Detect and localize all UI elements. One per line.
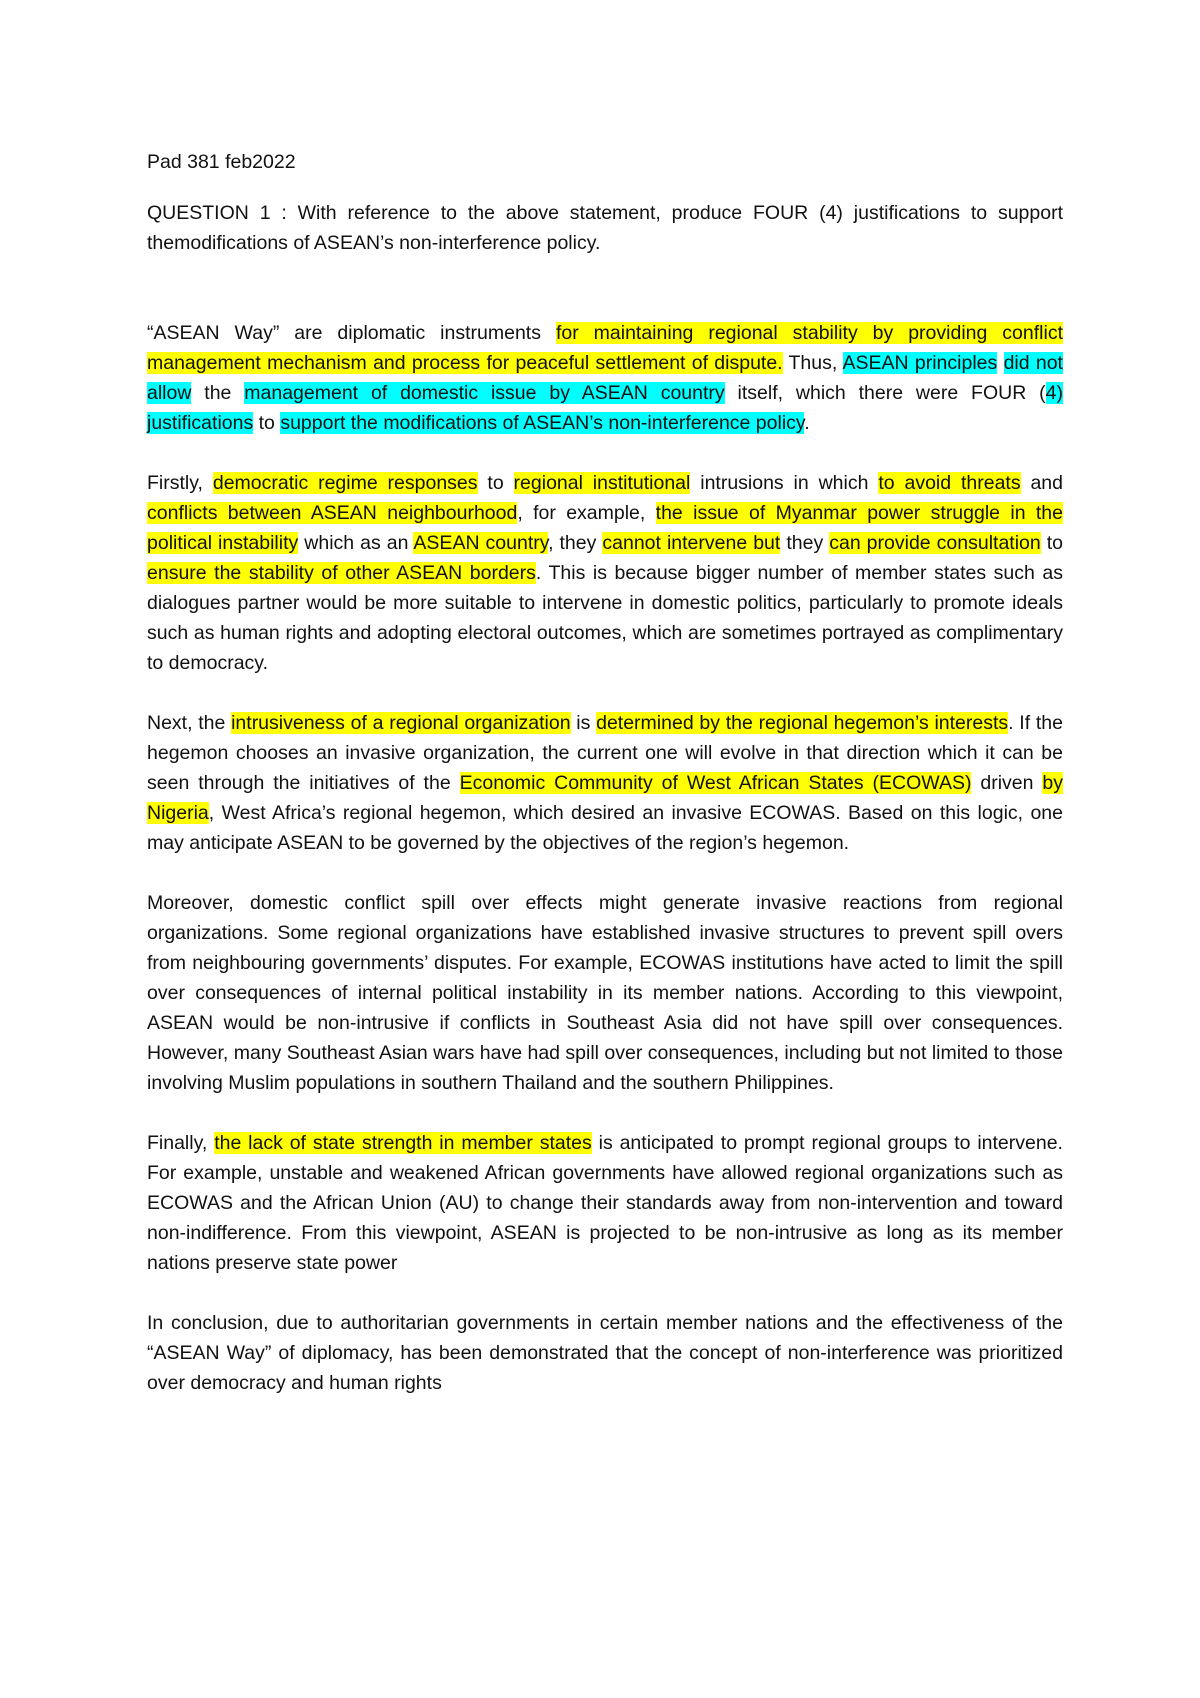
- next-paragraph: [147, 708, 1063, 858]
- text-run: Next, the: [147, 712, 232, 734]
- text-run: the: [191, 382, 245, 404]
- moreover-paragraph: Moreover, domestic conflict spill over effects might generate invasive reactions from regional organizations. Some regional organizations have established invasive structures to prevent spill overs from neighbouring governments’ disputes. For example, ECOWAS institutions have acted to limit the spill over consequences of internal political instability in its member nations. According to this viewpoint, ASEAN would be non-intrusive if conflicts in Southeast Asia did not have spill over consequences. However, many Southeast Asian wars have had spill over consequences, including but not limited to those involving Muslim populations in southern Thailand and the southern Philippines.: [147, 892, 1063, 1094]
- highlight-yellow: conflicts between ASEAN neighbourhood: [147, 502, 518, 524]
- highlight-yellow: can provide consultation: [829, 532, 1041, 554]
- text-run: . This is because bigger number of member states such as dialogues partner would be more suitable to intervene in domestic politics, particularly to promote ideals such as human rights and adopting electoral outcomes, which are sometimes portrayed as complimentary to democracy.: [147, 562, 1063, 674]
- highlight-cyan: did not allow: [147, 352, 1063, 404]
- highlight-yellow: regional institutional: [513, 472, 691, 494]
- document-body: [147, 147, 1063, 1398]
- firstly-paragraph: [147, 468, 1063, 678]
- highlight-yellow: ensure the stability of other ASEAN borders: [147, 562, 536, 584]
- highlight-yellow: for maintaining regional stability by providing conflict management mechanism and process for peaceful settlement of dispute.: [147, 322, 1063, 374]
- highlight-cyan: 4) justifications: [147, 382, 1064, 434]
- highlight-cyan: management of domestic issue by ASEAN country: [244, 382, 725, 404]
- text-run: intrusions in which: [690, 472, 879, 494]
- text-run: “ASEAN Way” are diplomatic instruments: [147, 322, 556, 344]
- text-run: is anticipated to prompt regional groups to intervene. For example, unstable and weakened African governments have allowed regional organizations such as ECOWAS and the African Union (AU) to change their standards away from non-intervention and toward non-indifference. From this viewpoint, ASEAN is projected to be non-intrusive as long as its member nations preserve state power: [147, 1132, 1063, 1274]
- text-run: , West Africa’s regional hegemon, which desired an invasive ECOWAS. Based on this logic, one may anticipate ASEAN to be governed by the objectives of the region’s hegemon.: [147, 802, 1063, 854]
- text-run: , for example,: [517, 502, 656, 524]
- text-run: is: [570, 712, 597, 734]
- highlight-yellow: to avoid threats: [878, 472, 1021, 494]
- conclusion-paragraph: In conclusion, due to authoritarian governments in certain member nations and the effectiveness of the “ASEAN Way” of diplomacy, has been demonstrated that the concept of non-interference was prioritized over democracy and human rights: [147, 1312, 1063, 1394]
- text-run: to: [1040, 532, 1064, 554]
- text-run: Thus,: [782, 352, 843, 374]
- highlight-yellow: ASEAN country: [413, 532, 549, 554]
- highlight-yellow: Economic Community of West African States (ECOWAS): [459, 772, 972, 794]
- highlight-yellow: the lack of state strength in member states: [214, 1132, 592, 1154]
- text-run: .: [804, 412, 810, 434]
- text-run: they: [780, 532, 830, 554]
- document-title: Pad 381 feb2022: [147, 151, 296, 173]
- text-run: to: [253, 412, 281, 434]
- text-run: and: [1020, 472, 1063, 494]
- highlight-cyan: ASEAN principles: [842, 352, 998, 374]
- highlight-yellow: the issue of Myanmar power struggle in the political instability: [147, 502, 1063, 554]
- text-run: . If the hegemon chooses an invasive organization, the current one will evolve in that direction which it can be seen through the initiatives of the: [147, 712, 1063, 794]
- highlight-yellow: intrusiveness of a regional organization: [231, 712, 571, 734]
- highlight-yellow: by Nigeria: [147, 772, 1064, 824]
- text-run: itself, which there were FOUR (: [724, 382, 1046, 404]
- question-paragraph: QUESTION 1 : With reference to the above statement, produce FOUR (4) justifications to support themodifications of ASEAN’s non-interference policy.: [147, 202, 1063, 254]
- text-run: which as an: [298, 532, 414, 554]
- text-run: , they: [548, 532, 603, 554]
- finally-paragraph: [147, 1128, 1063, 1278]
- highlight-yellow: cannot intervene but: [602, 532, 781, 554]
- text-run: Finally,: [147, 1132, 215, 1154]
- text-run: Firstly,: [147, 472, 213, 494]
- text-run: [997, 352, 1003, 374]
- text-run: to: [477, 472, 514, 494]
- highlight-cyan: support the modifications of ASEAN’s non-interference policy: [280, 412, 805, 434]
- intro-paragraph: [147, 318, 1063, 438]
- text-run: driven: [971, 772, 1043, 794]
- highlight-yellow: determined by the regional hegemon’s interests: [596, 712, 1009, 734]
- highlight-yellow: democratic regime responses: [212, 472, 478, 494]
